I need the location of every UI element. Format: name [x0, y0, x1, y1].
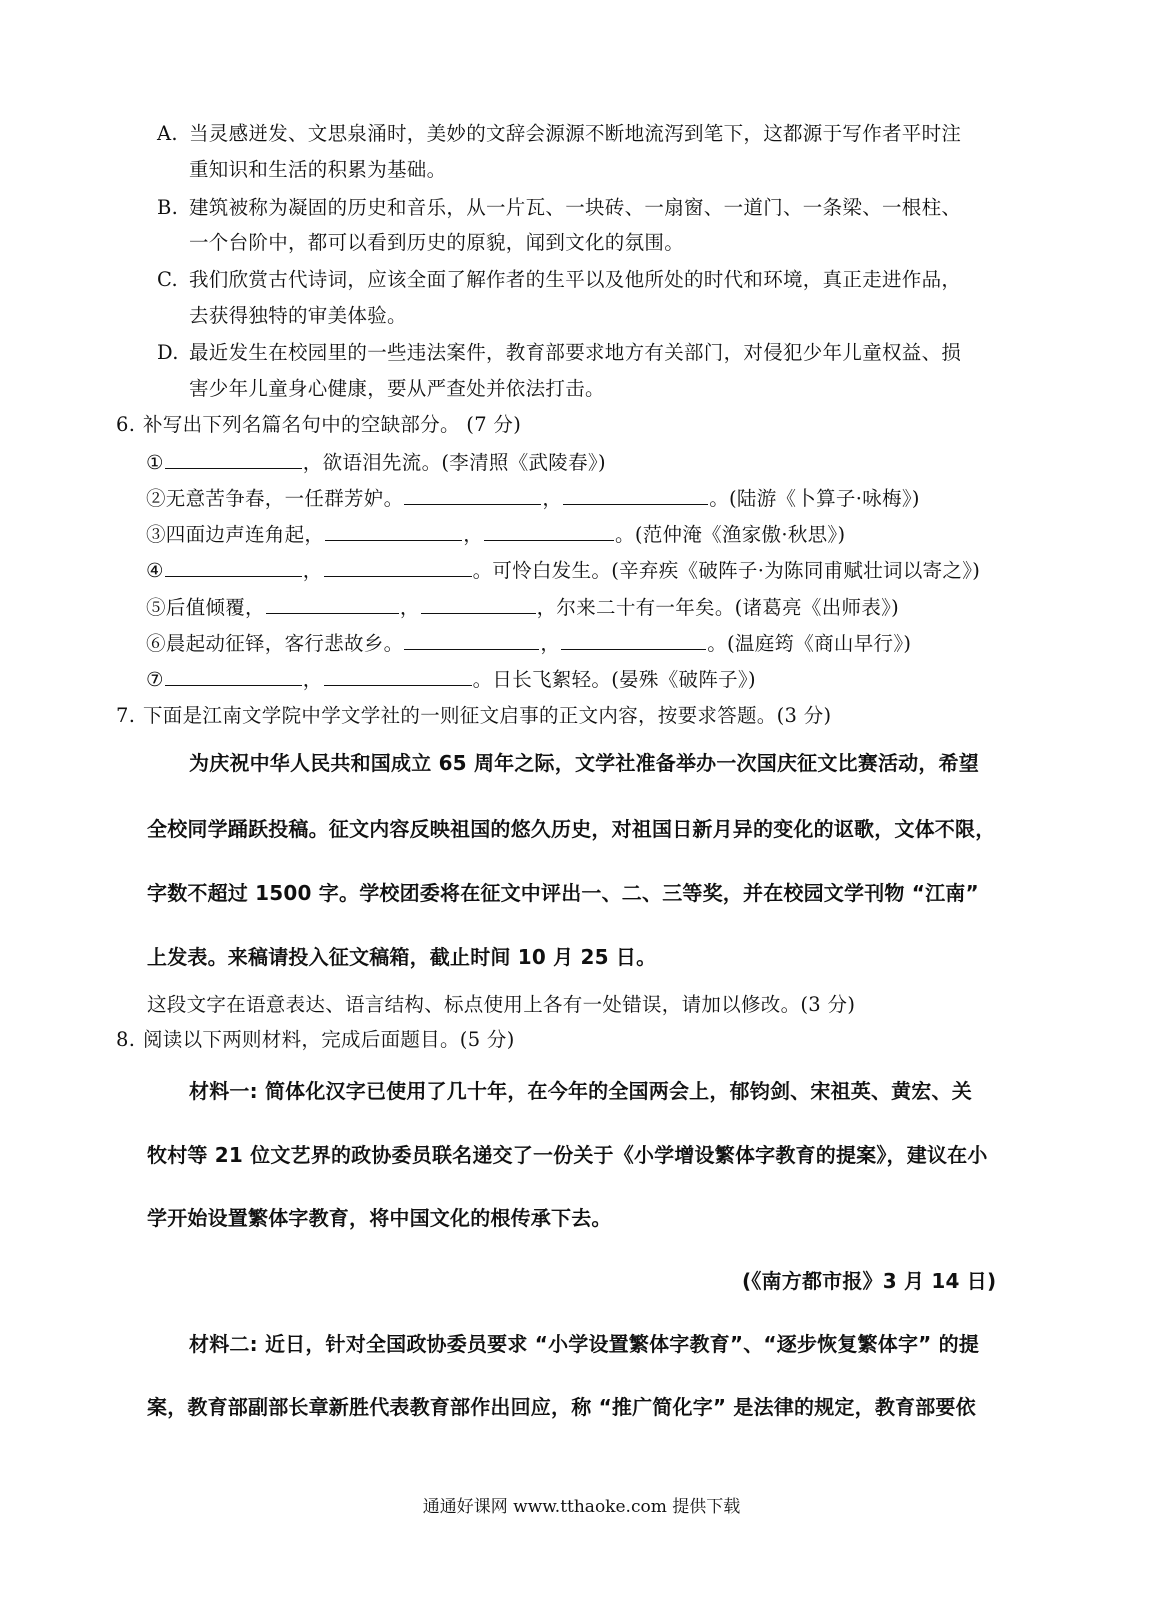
- item-text: ，欲语泪先流。(李清照《武陵春》): [302, 451, 606, 474]
- item-text: ，: [540, 632, 561, 655]
- q7-passage-line-3: 字数不超过 1500 字。学校团委将在征文中评出一、二、三等奖，并在校园文学刊物 “江南”: [147, 881, 979, 905]
- item-mark: ②无意苦争春，一任群芳妒。: [146, 487, 404, 510]
- answer-blank[interactable]: [404, 484, 541, 505]
- q6-item-7: [146, 665, 756, 693]
- answer-blank[interactable]: [404, 629, 539, 650]
- q7-instruction: 这段文字在语意表达、语言结构、标点使用上各有一处错误，请加以修改。(3 分): [147, 993, 856, 1016]
- page-footer: 通通好课网 www.tthaoke.com 提供下载: [422, 1497, 741, 1517]
- q8-source1: (《南方都市报》3 月 14 日): [742, 1269, 997, 1293]
- q8-material2-line-2: 案，教育部副部长章新胜代表教育部作出回应，称 “推广简化字” 是法律的规定，教育部要依: [147, 1395, 976, 1419]
- item-text: ，尔来二十有一年矣。(诸葛亮《出师表》): [536, 596, 900, 619]
- q5-option-a-line2: 重知识和生活的积累为基础。: [189, 158, 447, 181]
- item-text: 。(温庭筠《商山早行》): [707, 632, 912, 655]
- question-title: 补写出下列名篇名句中的空缺部分。 (7 分): [143, 413, 522, 436]
- option-label: C.: [157, 268, 179, 291]
- item-mark: ⑥晨起动征铎，客行悲故乡。: [146, 632, 404, 655]
- answer-blank[interactable]: [324, 665, 472, 686]
- item-text: 。日长飞絮轻。(晏殊《破阵子》): [472, 668, 756, 691]
- option-label: A.: [157, 122, 178, 145]
- item-mark: ①: [146, 451, 164, 474]
- item-text: ，: [399, 596, 420, 619]
- item-text: ，: [302, 668, 323, 691]
- item-text: ，: [463, 523, 484, 546]
- q5-option-b-line2: 一个台阶中，都可以看到历史的原貌，闻到文化的氛围。: [189, 231, 685, 254]
- option-text: 最近发生在校园里的一些违法案件，教育部要求地方有关部门，对侵犯少年儿童权益、损: [189, 341, 962, 364]
- question-number: 7.: [116, 704, 136, 727]
- answer-blank[interactable]: [421, 593, 536, 614]
- answer-blank[interactable]: [165, 665, 302, 686]
- question-number: 8.: [116, 1028, 136, 1051]
- q6-item-6: [146, 629, 911, 657]
- q7-passage-line-1: 为庆祝中华人民共和国成立 65 周年之际，文学社准备举办一次国庆征文比赛活动，希望: [189, 751, 979, 775]
- q7-passage-line-2: 全校同学踊跃投稿。征文内容反映祖国的悠久历史，对祖国日新月异的变化的讴歌，文体不限，: [147, 817, 996, 841]
- q5-option-c-line2: 去获得独特的审美体验。: [189, 304, 407, 327]
- answer-blank[interactable]: [324, 556, 472, 577]
- question-title: 下面是江南文学院中学文学社的一则征文启事的正文内容，按要求答题。(3 分): [143, 704, 832, 727]
- q6-item-1: [146, 448, 606, 476]
- item-text: 。(范仲淹《渔家傲·秋思》): [615, 523, 846, 546]
- q8-material1-line-2: 牧村等 21 位文艺界的政协委员联名递交了一份关于《小学增设繁体字教育的提案》，建议在小: [147, 1143, 988, 1167]
- option-label: B.: [157, 196, 179, 219]
- q8-heading: [116, 1027, 515, 1053]
- q6-item-2: [146, 484, 920, 512]
- option-text: 我们欣赏古代诗词，应该全面了解作者的生平以及他所处的时代和环境，真正走进作品，: [189, 268, 962, 291]
- item-text: 。(陆游《卜算子·咏梅》): [709, 487, 920, 510]
- option-text: 建筑被称为凝固的历史和音乐，从一片瓦、一块砖、一扇窗、一道门、一条梁、一根柱、: [189, 196, 962, 219]
- question-number: 6.: [116, 413, 136, 436]
- option-text: 当灵感迸发、文思泉涌时，美妙的文辞会源源不断地流泻到笔下，这都源于写作者平时注: [189, 122, 962, 145]
- item-text: ，: [302, 559, 323, 582]
- answer-blank[interactable]: [484, 520, 614, 541]
- q5-option-d-line2: 害少年儿童身心健康，要从严查处并依法打击。: [189, 377, 605, 400]
- answer-blank[interactable]: [165, 448, 302, 469]
- q7-heading: [116, 703, 831, 729]
- q8-material2-line-1: 材料二: 近日，针对全国政协委员要求 “小学设置繁体字教育”、“逐步恢复繁体字” 的提: [189, 1332, 980, 1356]
- q5-option-a-line1: [157, 121, 961, 147]
- q6-item-5: [146, 593, 899, 621]
- q6-item-3: [146, 520, 845, 548]
- answer-blank[interactable]: [266, 593, 399, 614]
- q5-option-c-line1: [157, 267, 961, 293]
- q5-option-d-line1: [157, 340, 961, 366]
- item-text: 。可怜白发生。(辛弃疾《破阵子·为陈同甫赋壮词以寄之》): [472, 559, 981, 582]
- q8-material1-line-3: 学开始设置繁体字教育，将中国文化的根传承下去。: [147, 1206, 612, 1230]
- item-mark: ⑦: [146, 668, 164, 691]
- option-label: D.: [157, 341, 179, 364]
- answer-blank[interactable]: [561, 629, 706, 650]
- item-mark: ③四面边声连角起，: [146, 523, 325, 546]
- item-mark: ④: [146, 559, 164, 582]
- q6-heading: [116, 412, 521, 438]
- q7-passage-line-4: 上发表。来稿请投入征文稿箱，截止时间 10 月 25 日。: [147, 945, 657, 969]
- answer-blank[interactable]: [563, 484, 708, 505]
- answer-blank[interactable]: [165, 556, 302, 577]
- question-title: 阅读以下两则材料，完成后面题目。(5 分): [143, 1028, 515, 1051]
- answer-blank[interactable]: [325, 520, 462, 541]
- q6-item-4: [146, 556, 980, 584]
- item-mark: ⑤后值倾覆，: [146, 596, 265, 619]
- q8-material1-line-1: 材料一: 简体化汉字已使用了几十年，在今年的全国两会上，郁钧剑、宋祖英、黄宏、关: [189, 1079, 972, 1103]
- item-text: ，: [542, 487, 563, 510]
- q5-option-b-line1: [157, 195, 961, 221]
